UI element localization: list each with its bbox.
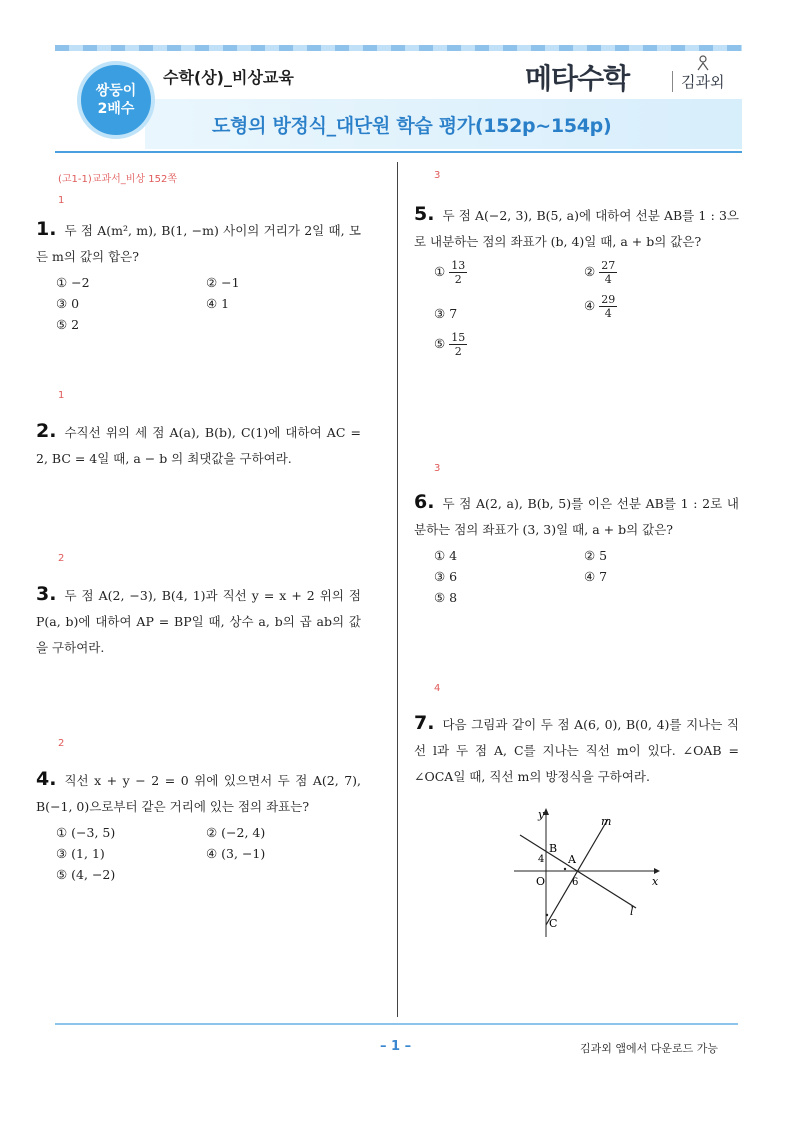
double-badge — [77, 61, 155, 139]
page-number: – 1 – — [380, 1039, 412, 1054]
q7-number: 7. — [414, 712, 435, 734]
page-header — [55, 51, 742, 151]
q4-choices — [56, 820, 361, 890]
q5-choice-4-den: 4 — [604, 307, 612, 320]
line-m-label: m — [601, 815, 612, 828]
q5-number: 5. — [414, 203, 435, 225]
q5-choices — [434, 259, 739, 369]
q5-text: 두 점 A(−2, 3), B(5, a)에 대하여 선분 AB를 1 : 3으로 내분하는 점의 좌표가 (b, 4)일 때, a + b의 값은? — [414, 208, 739, 249]
q5-choice-3-mark: ③ — [434, 306, 446, 321]
q4-choice-4[interactable]: ④ (3, −1) — [206, 846, 266, 861]
q4-number: 4. — [36, 768, 57, 790]
question-4 — [36, 766, 361, 890]
header-divider — [55, 151, 742, 153]
line-l-label: l — [630, 905, 634, 918]
q5-choice-4[interactable] — [584, 293, 617, 320]
q2-level: 1 — [58, 390, 65, 401]
tick-4-label: 4 — [538, 854, 545, 865]
q5-choice-3-value: 7 — [449, 306, 458, 321]
y-axis-label: y — [538, 808, 545, 821]
q2-number: 2. — [36, 420, 57, 442]
q5-choice-2[interactable] — [584, 259, 617, 286]
point-c-label: C — [549, 917, 558, 930]
q6-text: 두 점 A(2, a), B(b, 5)를 이은 선분 AB를 1 : 2로 내분하는 점의 좌표가 (3, 3)일 때, a + b의 값은? — [414, 496, 739, 537]
q1-choice-4[interactable]: ④ 1 — [206, 296, 230, 311]
q6-choices — [434, 543, 739, 613]
q1-number: 1. — [36, 218, 57, 240]
q4-text: 직선 x + y − 2 = 0 위에 있으면서 두 점 A(2, 7), B(−1, 0)으로부터 같은 거리에 있는 점의 좌표는? — [36, 773, 361, 814]
q1-choice-2[interactable]: ② −1 — [206, 275, 240, 290]
source-label: (고1-1)교과서_비상 152쪽 — [58, 174, 178, 185]
q5-choice-1-fraction — [449, 259, 467, 286]
x-axis-label: x — [652, 875, 659, 888]
question-1 — [36, 216, 361, 340]
column-divider — [397, 162, 398, 1017]
badge-line1: 쌍둥이 — [95, 83, 137, 99]
tick-6-label: 6 — [572, 877, 579, 888]
q1-choice-5[interactable]: ⑤ 2 — [56, 317, 80, 332]
q5-choice-5[interactable] — [434, 331, 467, 358]
q5-choice-4-mark: ④ — [584, 298, 596, 313]
q4-level: 2 — [58, 738, 65, 749]
q6-choice-1[interactable]: ① 4 — [434, 548, 458, 563]
question-6 — [414, 489, 739, 613]
point-b-label: B — [549, 842, 558, 855]
q5-choice-4-num: 29 — [601, 293, 616, 306]
q1-level: 1 — [58, 195, 65, 206]
q7-figure — [512, 805, 662, 940]
q3-number: 3. — [36, 583, 57, 605]
q6-choice-2[interactable]: ② 5 — [584, 548, 608, 563]
angle-mark-c — [546, 914, 548, 916]
brand-logo: 메타수학 — [525, 62, 630, 95]
point-a-label: A — [568, 853, 576, 866]
q5-choice-2-fraction — [599, 259, 617, 286]
q6-level: 3 — [434, 463, 441, 474]
page-title: 도형의 방정식_대단원 학습 평가(152p~154p) — [212, 115, 612, 137]
line-m — [546, 819, 608, 925]
q7-level: 4 — [434, 683, 441, 694]
x-axis-arrow — [654, 868, 660, 874]
brand-sub-logo: 김과외 — [672, 71, 724, 92]
q7-text: 다음 그림과 같이 두 점 A(6, 0), B(0, 4)를 지나는 직선 l과 두 점 A, C를 지나는 직선 m이 있다. ∠OAB = ∠OCA일 때, 직선 m의 방정식을 구하여라. — [414, 717, 739, 784]
q4-choice-3[interactable]: ③ (1, 1) — [56, 846, 105, 861]
badge-line2: 2배수 — [97, 101, 135, 117]
subject-label: 수학(상)_비상교육 — [163, 68, 294, 87]
question-3 — [36, 581, 361, 661]
q1-choice-3[interactable]: ③ 0 — [56, 296, 80, 311]
q1-choices — [56, 270, 361, 340]
question-5 — [414, 201, 739, 369]
question-2 — [36, 418, 361, 472]
origin-label: O — [536, 875, 546, 888]
q6-choice-4[interactable]: ④ 7 — [584, 569, 608, 584]
q4-choice-1[interactable]: ① (−3, 5) — [56, 825, 116, 840]
q5-choice-2-den: 4 — [604, 273, 612, 286]
angle-mark-a — [564, 868, 566, 870]
q5-choice-4-fraction — [599, 293, 617, 320]
q5-choice-2-num: 27 — [601, 259, 616, 272]
q5-level: 3 — [434, 170, 441, 181]
q5-choice-1-den: 2 — [454, 273, 462, 286]
footer-divider — [55, 1023, 738, 1025]
q1-choice-1[interactable]: ① −2 — [56, 275, 90, 290]
q6-number: 6. — [414, 491, 435, 513]
q5-choice-5-mark: ⑤ — [434, 336, 446, 351]
q6-choice-5[interactable]: ⑤ 8 — [434, 590, 458, 605]
q3-text: 두 점 A(2, −3), B(4, 1)과 직선 y = x + 2 위의 점 P(a, b)에 대하여 AP = BP일 때, 상수 a, b의 곱 ab의 값을 구하여라. — [36, 588, 361, 655]
q4-choice-2[interactable]: ② (−2, 4) — [206, 825, 266, 840]
q5-choice-3[interactable] — [434, 301, 457, 327]
question-7 — [414, 710, 739, 790]
q3-level: 2 — [58, 553, 65, 564]
q5-choice-1-num: 13 — [451, 259, 466, 272]
q5-choice-5-den: 2 — [454, 345, 462, 358]
q5-choice-5-fraction — [449, 331, 467, 358]
q2-text: 수직선 위의 세 점 A(a), B(b), C(1)에 대하여 AC = 2, BC = 4일 때, a − b 의 최댓값을 구하여라. — [36, 425, 361, 466]
q5-choice-2-mark: ② — [584, 264, 596, 279]
q4-choice-5[interactable]: ⑤ (4, −2) — [56, 867, 116, 882]
q5-choice-5-num: 15 — [451, 331, 466, 344]
q6-choice-3[interactable]: ③ 6 — [434, 569, 458, 584]
q1-text: 두 점 A(m², m), B(1, −m) 사이의 거리가 2일 때, 모든 m의 값의 합은? — [36, 223, 361, 264]
footer-note: 김과외 앱에서 다운로드 가능 — [580, 1042, 719, 1055]
q5-choice-1[interactable] — [434, 259, 467, 286]
q5-choice-1-mark: ① — [434, 264, 446, 279]
